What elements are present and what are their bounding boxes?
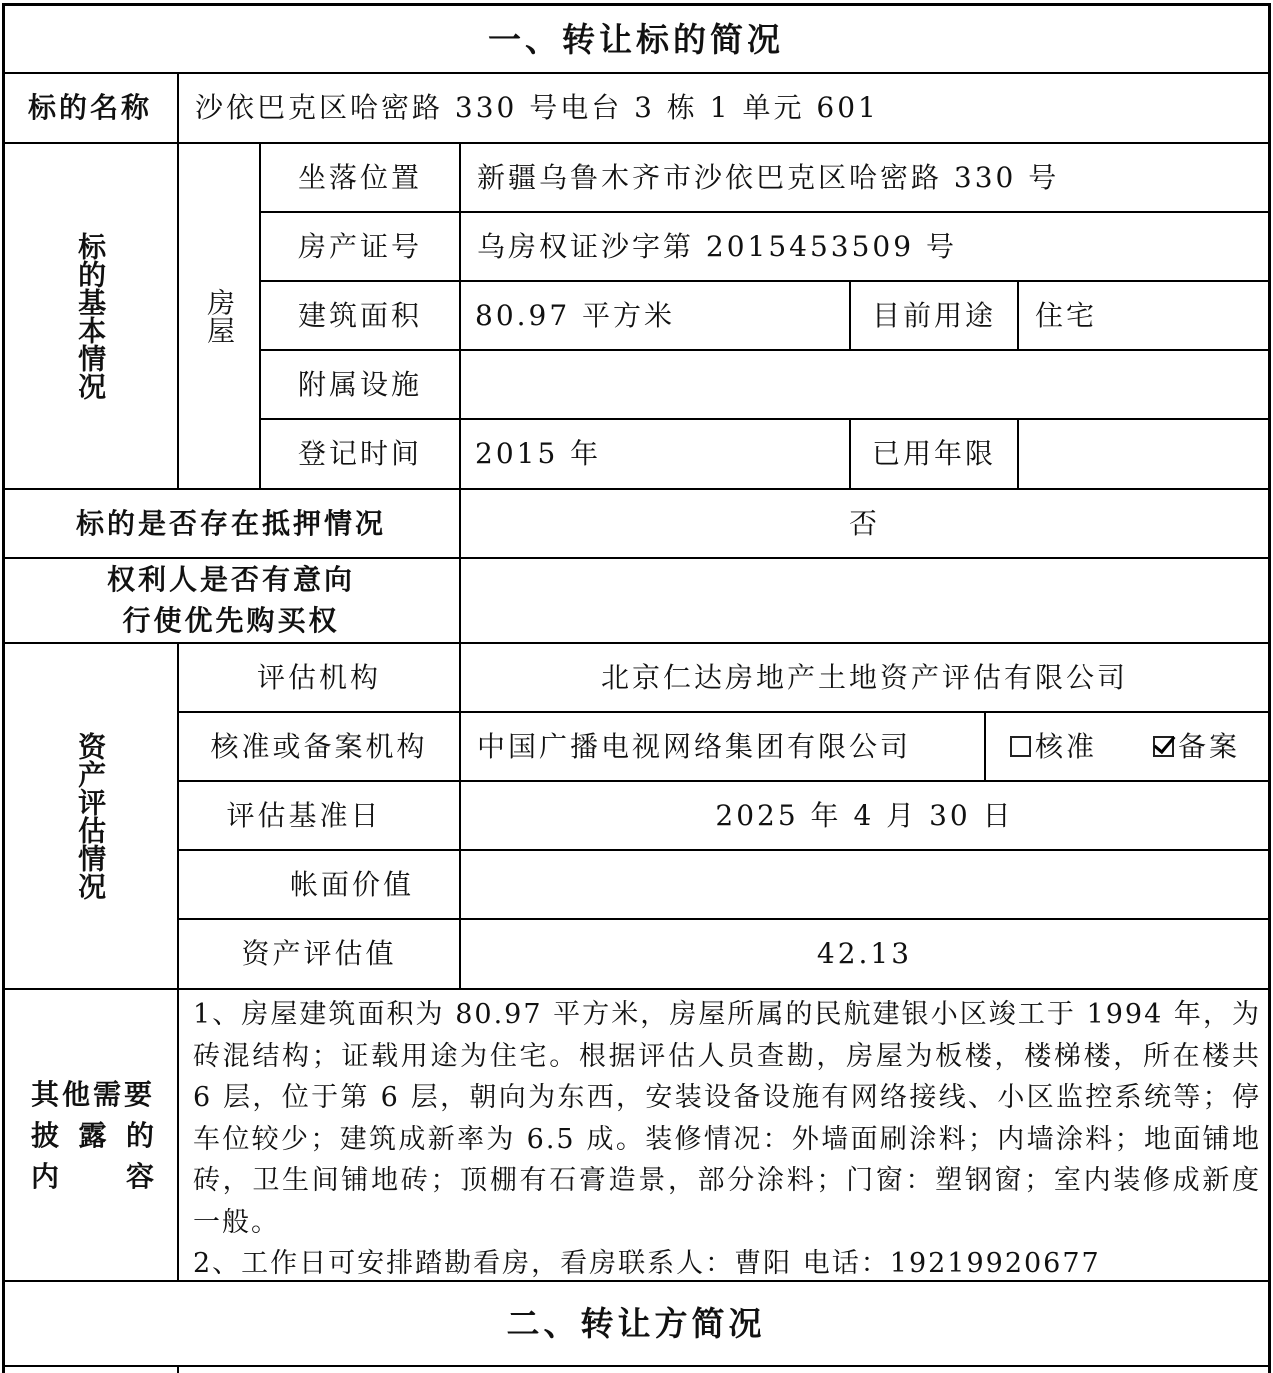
facilities-label: 附属设施 <box>297 367 422 401</box>
book-value-label: 帐面价值 <box>289 867 414 901</box>
disclosure-paragraph-1: 1、房屋建筑面积为 80.97 平方米，房屋所属的民航建银小区竣工于 1994 年，为砖混结构；证载用途为住宅。根据评估人员查勘，房屋为板楼，楼梯楼，所在楼共 6 层，位于第 6 层，朝向为东西，安装设备设施有网络接线、小区监控系统等；停车位较少；建筑成新率为 6.5 成。装修情况：外墙面刷涂料；内墙涂料；地面铺地砖，卫生间铺地砖；顶棚有石膏造景，部分涂料；门窗：塑钢窗；室内装修成新度一般。 <box>193 999 1261 1238</box>
approve-option[interactable] <box>1010 713 1130 780</box>
area-value: 80.97 平方米 <box>475 298 676 332</box>
certificate-label: 房产证号 <box>297 229 422 263</box>
years-used-value <box>1019 420 1268 488</box>
mortgage-label: 标的是否存在抵押情况 <box>75 506 386 540</box>
appraised-value-value: 42.13 <box>816 937 913 970</box>
area-label: 建筑面积 <box>297 298 422 332</box>
house-category-label: 房屋 <box>203 288 237 344</box>
appraised-value-label: 资产评估值 <box>241 937 397 970</box>
disclosure-label <box>3 990 177 1280</box>
years-used-label: 已用年限 <box>871 437 996 470</box>
disclosure-content <box>193 994 1261 1285</box>
approval-value: 中国广播电视网络集团有限公司 <box>477 729 912 763</box>
rule <box>177 1365 179 1373</box>
preemption-value <box>461 559 1268 642</box>
section2-title: 二、转让方简况 <box>506 1304 766 1343</box>
disclosure-label-char: 内 <box>31 1159 63 1193</box>
section1-title: 一、转让标的简况 <box>488 19 784 59</box>
file-option-label: 备案 <box>1178 729 1241 763</box>
subject-name-value: 沙依巴克区哈密路 330 号电台 3 栋 1 单元 601 <box>195 91 879 124</box>
disclosure-label-char: 的 <box>125 1118 157 1152</box>
disclosure-label-line1 <box>31 1074 157 1115</box>
preemption-label-line2: 行使优先购买权 <box>122 603 340 637</box>
agency-value: 北京仁达房地产土地资产评估有限公司 <box>600 660 1128 694</box>
valuation-label: 资产评估情况 <box>74 732 108 900</box>
usage-value: 住宅 <box>1035 298 1098 332</box>
disclosure-label-text-1: 其他需要 <box>31 1077 156 1111</box>
file-checkbox[interactable] <box>1153 736 1174 757</box>
location-value: 新疆乌鲁木齐市沙依巴克区哈密路 330 号 <box>477 160 1060 194</box>
registration-value: 2015 年 <box>475 437 602 470</box>
approve-checkbox[interactable] <box>1010 736 1031 757</box>
disclosure-label-char: 露 <box>78 1118 110 1152</box>
disclosure-label-char: 容 <box>125 1159 157 1193</box>
location-label: 坐落位置 <box>297 160 422 194</box>
agency-label: 评估机构 <box>256 660 381 694</box>
rule <box>2 1365 1271 1367</box>
disclosure-label-line2 <box>31 1115 157 1156</box>
certificate-value: 乌房权证沙字第 2015453509 号 <box>477 229 957 263</box>
usage-label: 目前用途 <box>871 298 996 332</box>
facilities-value <box>461 351 1268 418</box>
subject-name-label: 标的名称 <box>27 91 152 124</box>
registration-label: 登记时间 <box>297 437 422 470</box>
disclosure-label-line3 <box>31 1156 157 1197</box>
base-date-value: 2025 年 4 月 30 日 <box>715 798 1014 832</box>
preemption-label <box>3 559 459 642</box>
border-right <box>1268 3 1271 1373</box>
book-value-value <box>461 851 1268 918</box>
rule <box>984 711 986 780</box>
disclosure-paragraph-2: 2、工作日可安排踏勘看房，看房联系人：曹阳 电话：19219920677 <box>193 1248 1101 1279</box>
mortgage-value: 否 <box>848 506 880 540</box>
file-option[interactable] <box>1153 713 1268 780</box>
base-date-label: 评估基准日 <box>226 798 382 832</box>
disclosure-label-char: 披 <box>31 1118 63 1152</box>
approval-label: 核准或备案机构 <box>210 729 428 763</box>
approve-option-label: 核准 <box>1035 729 1098 763</box>
preemption-label-line1: 权利人是否有意向 <box>106 562 355 596</box>
basic-info-label: 标的基本情况 <box>74 232 108 400</box>
rule <box>2 988 1271 990</box>
